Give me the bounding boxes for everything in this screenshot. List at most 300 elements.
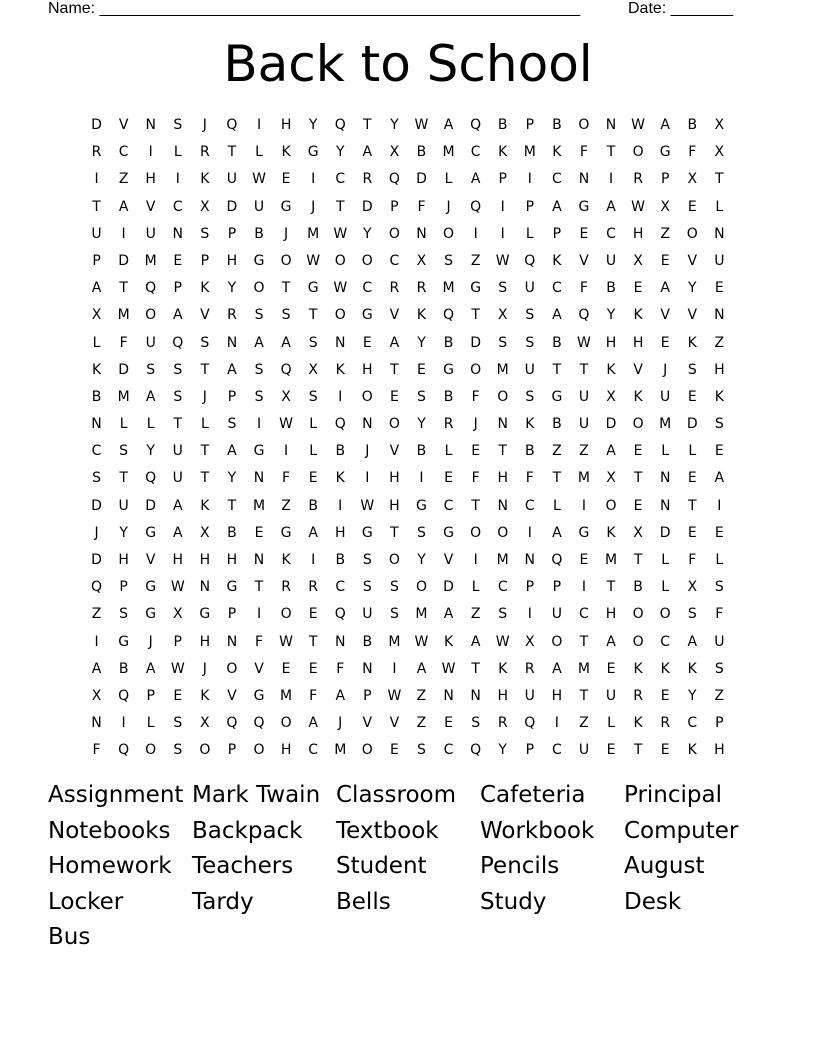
grid-letter: I	[175, 171, 180, 188]
grid-letter: D	[361, 198, 373, 215]
grid-letter: Z	[552, 443, 562, 460]
grid-letter: X	[714, 117, 725, 133]
grid-letter: K	[552, 252, 562, 269]
grid-letter: U	[551, 606, 562, 623]
grid-letter: L	[444, 171, 453, 188]
grid-letter: E	[687, 524, 697, 541]
grid-letter: S	[254, 388, 264, 405]
grid-letter: C	[118, 144, 129, 161]
grid-letter: T	[471, 660, 480, 677]
grid-letter: P	[498, 171, 507, 188]
grid-letter: B	[524, 443, 535, 460]
grid-letter: V	[687, 307, 698, 324]
grid-letter: J	[473, 416, 478, 433]
grid-letter: A	[660, 117, 670, 133]
grid-letter: B	[227, 524, 237, 541]
grid-row	[83, 166, 733, 193]
grid-letter: Q	[334, 606, 346, 623]
grid-letter: W	[577, 334, 591, 351]
grid-letter: I	[94, 633, 99, 650]
grid-letter: Z	[416, 715, 427, 732]
grid-row	[83, 574, 733, 601]
grid-letter: W	[279, 416, 293, 433]
grid-letter: G	[416, 497, 427, 514]
grid-row	[83, 248, 733, 275]
grid-letter: I	[500, 225, 505, 242]
grid-letter: H	[389, 470, 400, 487]
grid-letter: S	[173, 742, 183, 759]
grid-letter: G	[443, 524, 454, 541]
grid-letter: R	[281, 579, 291, 596]
grid-letter: O	[632, 416, 644, 433]
grid-letter: V	[362, 715, 373, 732]
grid-letter: S	[525, 388, 535, 405]
grid-letter: L	[715, 552, 724, 568]
grid-letter: V	[200, 307, 210, 324]
word-list	[48, 778, 768, 956]
grid-letter: S	[362, 552, 372, 568]
grid-letter: X	[91, 307, 102, 324]
grid-letter: Q	[226, 117, 238, 133]
grid-letter: R	[443, 416, 454, 433]
word-list-item: Pencils	[480, 853, 560, 880]
grid-letter: C	[660, 633, 671, 650]
grid-letter: N	[524, 552, 536, 568]
grid-letter: T	[687, 497, 697, 514]
grid-letter: G	[361, 307, 373, 324]
grid-letter: H	[605, 334, 617, 351]
grid-letter: W	[333, 280, 348, 297]
grid-letter: K	[335, 361, 345, 378]
grid-letter: J	[148, 633, 153, 650]
grid-letter: Q	[280, 361, 292, 378]
grid-letter: V	[389, 443, 400, 460]
grid-letter: F	[417, 198, 426, 215]
grid-letter: S	[254, 361, 264, 378]
grid-letter: L	[607, 715, 615, 732]
grid-letter: F	[579, 144, 588, 161]
grid-letter: N	[714, 307, 725, 324]
grid-letter: O	[686, 225, 698, 242]
grid-letter: A	[308, 715, 318, 732]
grid-letter: S	[714, 660, 724, 677]
grid-letter: T	[227, 144, 237, 161]
grid-letter: L	[173, 144, 182, 161]
grid-letter: E	[714, 280, 724, 297]
grid-letter: N	[91, 416, 102, 433]
grid-letter: D	[605, 416, 617, 433]
grid-letter: K	[633, 388, 643, 405]
grid-letter: T	[579, 361, 589, 378]
word-list-item: Student	[336, 853, 427, 880]
grid-letter: N	[659, 497, 671, 514]
grid-letter: X	[281, 388, 291, 405]
grid-letter: A	[470, 171, 481, 188]
grid-letter: U	[578, 388, 590, 405]
grid-letter: L	[119, 416, 128, 433]
grid-letter: P	[525, 742, 535, 759]
grid-letter: N	[199, 579, 211, 596]
grid-letter: P	[92, 252, 101, 269]
grid-letter: A	[606, 198, 616, 215]
grid-letter: Y	[606, 307, 616, 324]
grid-letter: X	[714, 144, 725, 161]
grid-letter: G	[443, 361, 454, 378]
grid-letter: D	[686, 416, 698, 433]
grid-letter: A	[335, 687, 346, 704]
grid-letter: B	[443, 388, 454, 405]
grid-letter: P	[363, 687, 372, 704]
grid-letter: G	[280, 198, 292, 215]
grid-letter: P	[525, 117, 535, 133]
grid-letter: I	[311, 171, 316, 188]
grid-row	[83, 221, 733, 248]
grid-letter: H	[199, 552, 211, 568]
grid-letter: I	[148, 144, 153, 161]
grid-letter: T	[715, 171, 724, 188]
grid-letter: W	[170, 660, 185, 677]
grid-letter: E	[417, 361, 426, 378]
grid-letter: A	[389, 334, 400, 351]
grid-row	[83, 547, 733, 574]
grid-letter: A	[552, 660, 562, 677]
grid-letter: F	[688, 144, 697, 161]
grid-letter: H	[226, 552, 238, 568]
grid-letter: Q	[470, 742, 482, 759]
grid-letter: E	[660, 252, 670, 269]
grid-letter: H	[145, 171, 156, 188]
grid-letter: A	[254, 334, 264, 351]
grid-letter: R	[497, 715, 508, 732]
grid-letter: N	[335, 334, 346, 351]
grid-letter: Q	[470, 117, 482, 133]
grid-letter: N	[443, 687, 454, 704]
grid-letter: F	[579, 280, 588, 297]
grid-letter: S	[200, 334, 210, 351]
grid-letter: O	[470, 524, 482, 541]
grid-letter: O	[334, 307, 346, 324]
grid-letter: P	[660, 171, 670, 188]
grid-letter: R	[91, 144, 102, 161]
grid-letter: I	[256, 416, 262, 433]
grid-letter: F	[471, 388, 480, 405]
grid-letter: P	[227, 606, 237, 623]
grid-letter: R	[416, 280, 427, 297]
grid-letter: O	[361, 742, 373, 759]
grid-letter: M	[604, 552, 618, 568]
grid-letter: V	[660, 307, 670, 324]
grid-letter: N	[226, 334, 238, 351]
grid-letter: M	[252, 497, 266, 514]
grid-letter: K	[335, 470, 345, 487]
grid-letter: A	[145, 660, 156, 677]
grid-letter: I	[338, 388, 343, 405]
grid-letter: B	[335, 443, 346, 460]
grid-letter: S	[417, 524, 426, 541]
grid-letter: E	[281, 171, 291, 188]
grid-letter: N	[253, 552, 265, 568]
grid-letter: D	[145, 497, 157, 514]
grid-letter: C	[687, 715, 698, 732]
grid-letter: H	[226, 252, 238, 269]
grid-letter: Q	[524, 715, 536, 732]
grid-letter: K	[525, 416, 535, 433]
grid-letter: Q	[91, 579, 103, 596]
grid-letter: Q	[443, 307, 455, 324]
grid-letter: S	[687, 361, 697, 378]
grid-letter: I	[94, 171, 99, 188]
grid-row	[83, 629, 733, 656]
grid-letter: P	[525, 198, 535, 215]
grid-letter: M	[523, 144, 536, 161]
grid-letter: Z	[660, 225, 670, 242]
word-list-item: Computer	[624, 817, 739, 844]
grid-row	[83, 384, 733, 411]
grid-letter: T	[579, 633, 589, 650]
grid-letter: Z	[470, 606, 481, 623]
grid-letter: E	[714, 443, 724, 460]
word-list-item: Bells	[336, 888, 391, 915]
grid-letter: P	[227, 742, 237, 759]
grid-letter: X	[687, 171, 698, 188]
grid-letter: M	[388, 633, 401, 650]
grid-letter: T	[335, 198, 345, 215]
grid-letter: X	[200, 524, 210, 541]
grid-letter: L	[444, 443, 453, 460]
grid-letter: N	[416, 225, 427, 242]
grid-letter: U	[362, 606, 373, 623]
grid-letter: I	[338, 497, 343, 514]
grid-letter: R	[660, 715, 671, 732]
grid-letter: I	[554, 715, 559, 732]
grid-letter: T	[552, 361, 562, 378]
grid-letter: D	[91, 117, 102, 133]
grid-row	[83, 656, 733, 683]
grid-letter: H	[497, 687, 508, 704]
grid-letter: C	[551, 742, 562, 759]
grid-letter: Q	[145, 470, 157, 487]
grid-letter: S	[389, 606, 399, 623]
grid-letter: M	[334, 742, 347, 759]
grid-letter: B	[497, 117, 508, 133]
grid-row	[83, 194, 733, 221]
grid-letter: E	[606, 742, 616, 759]
grid-letter: S	[92, 470, 101, 487]
grid-letter: K	[281, 552, 291, 568]
grid-letter: V	[579, 252, 589, 269]
grid-letter: Q	[226, 715, 238, 732]
grid-letter: R	[227, 307, 237, 324]
grid-letter: T	[119, 280, 128, 297]
grid-letter: K	[633, 307, 643, 324]
grid-letter: V	[254, 660, 264, 677]
grid-letter: E	[660, 742, 670, 759]
grid-letter: T	[281, 280, 291, 297]
grid-letter: K	[200, 497, 210, 514]
grid-letter: D	[118, 252, 129, 269]
grid-letter: W	[631, 117, 646, 133]
grid-letter: S	[173, 388, 183, 405]
grid-letter: N	[659, 470, 671, 487]
grid-letter: K	[714, 388, 724, 405]
grid-letter: S	[525, 307, 535, 324]
grid-letter: B	[633, 579, 643, 596]
grid-letter: U	[253, 198, 265, 215]
grid-letter: A	[552, 307, 562, 324]
grid-letter: T	[200, 361, 210, 378]
grid-letter: K	[687, 742, 697, 759]
grid-letter: J	[365, 443, 370, 460]
grid-row	[83, 737, 733, 764]
grid-letter: Y	[687, 687, 697, 704]
grid-letter: O	[632, 633, 644, 650]
word-list-item: Backpack	[192, 817, 303, 844]
word-list-item: Notebooks	[48, 817, 171, 844]
grid-letter: T	[200, 470, 210, 487]
grid-letter: T	[390, 524, 399, 541]
grid-letter: C	[443, 742, 454, 759]
grid-letter: D	[91, 552, 102, 568]
grid-letter: Z	[416, 687, 427, 704]
grid-letter: T	[633, 742, 643, 759]
grid-letter: Y	[417, 552, 426, 568]
grid-letter: A	[687, 633, 698, 650]
grid-letter: A	[443, 606, 454, 623]
grid-letter: N	[253, 470, 265, 487]
grid-letter: C	[443, 497, 454, 514]
grid-letter: K	[660, 660, 670, 677]
grid-letter: T	[633, 552, 643, 568]
grid-letter: S	[173, 361, 183, 378]
grid-letter: K	[281, 144, 291, 161]
grid-letter: E	[633, 497, 643, 514]
grid-letter: U	[172, 470, 183, 487]
grid-letter: U	[524, 687, 535, 704]
grid-letter: L	[525, 225, 534, 242]
grid-letter: S	[714, 579, 724, 596]
grid-letter: A	[714, 470, 725, 487]
grid-letter: L	[146, 715, 155, 732]
grid-letter: O	[361, 388, 373, 405]
grid-letter: Y	[498, 742, 507, 759]
grid-letter: S	[444, 252, 453, 269]
grid-letter: A	[660, 280, 670, 297]
grid-letter: C	[308, 742, 319, 759]
grid-letter: C	[91, 443, 102, 460]
grid-letter: F	[119, 334, 128, 351]
grid-letter: X	[416, 252, 427, 269]
grid-letter: C	[335, 171, 346, 188]
grid-row	[83, 357, 733, 384]
grid-row	[83, 411, 733, 438]
grid-letter: M	[144, 252, 157, 269]
grid-letter: I	[311, 552, 316, 568]
grid-letter: I	[256, 117, 262, 133]
date-field-label: Date: _______	[628, 0, 733, 17]
grid-letter: E	[660, 687, 670, 704]
grid-row	[83, 302, 733, 329]
grid-letter: T	[254, 579, 264, 596]
grid-letter: O	[280, 606, 292, 623]
grid-row	[83, 493, 733, 520]
grid-letter: S	[362, 579, 372, 596]
grid-letter: D	[416, 171, 427, 188]
word-list-item: Textbook	[336, 817, 439, 844]
grid-letter: F	[309, 687, 318, 704]
grid-letter: R	[308, 579, 319, 596]
grid-letter: C	[551, 280, 562, 297]
grid-letter: V	[633, 361, 643, 378]
grid-letter: I	[365, 470, 370, 487]
grid-letter: D	[470, 334, 482, 351]
grid-row	[83, 275, 733, 302]
grid-letter: T	[606, 144, 616, 161]
grid-letter: W	[279, 633, 293, 650]
grid-letter: P	[146, 687, 155, 704]
grid-letter: H	[497, 470, 508, 487]
grid-letter: O	[361, 252, 373, 269]
grid-letter: K	[687, 660, 697, 677]
grid-letter: E	[687, 388, 697, 405]
grid-letter: Z	[91, 606, 102, 623]
grid-letter: E	[362, 334, 372, 351]
grid-letter: A	[118, 198, 129, 215]
grid-letter: N	[362, 416, 373, 433]
grid-letter: L	[688, 443, 697, 460]
word-list-item: Tardy	[192, 888, 254, 915]
grid-letter: O	[443, 225, 455, 242]
grid-letter: S	[498, 334, 508, 351]
grid-letter: X	[172, 606, 183, 623]
grid-letter: K	[687, 334, 697, 351]
grid-letter: G	[145, 579, 157, 596]
grid-letter: H	[389, 497, 400, 514]
grid-letter: T	[308, 307, 318, 324]
grid-letter: K	[200, 171, 210, 188]
grid-letter: Q	[334, 117, 346, 133]
grid-letter: K	[498, 144, 508, 161]
grid-letter: A	[172, 307, 183, 324]
grid-letter: E	[606, 660, 616, 677]
grid-letter: X	[633, 524, 643, 541]
grid-letter: E	[687, 470, 697, 487]
grid-letter: A	[91, 280, 102, 297]
grid-letter: S	[254, 307, 264, 324]
grid-letter: B	[416, 144, 427, 161]
grid-letter: F	[336, 660, 345, 677]
grid-letter: X	[633, 252, 643, 269]
grid-letter: M	[415, 606, 428, 623]
grid-letter: T	[471, 497, 480, 514]
grid-letter: L	[661, 443, 670, 460]
grid-letter: C	[172, 198, 183, 215]
grid-letter: H	[551, 687, 563, 704]
grid-letter: P	[173, 280, 182, 297]
grid-letter: K	[633, 660, 643, 677]
grid-letter: K	[498, 660, 508, 677]
grid-letter: K	[552, 144, 562, 161]
grid-letter: I	[608, 171, 614, 188]
grid-letter: S	[119, 443, 129, 460]
grid-letter: Y	[308, 117, 318, 133]
grid-letter: G	[361, 524, 373, 541]
grid-letter: B	[606, 280, 616, 297]
grid-letter: I	[581, 497, 587, 514]
grid-letter: F	[525, 470, 534, 487]
grid-letter: L	[309, 416, 318, 433]
grid-letter: I	[473, 225, 478, 242]
grid-letter: R	[199, 144, 210, 161]
